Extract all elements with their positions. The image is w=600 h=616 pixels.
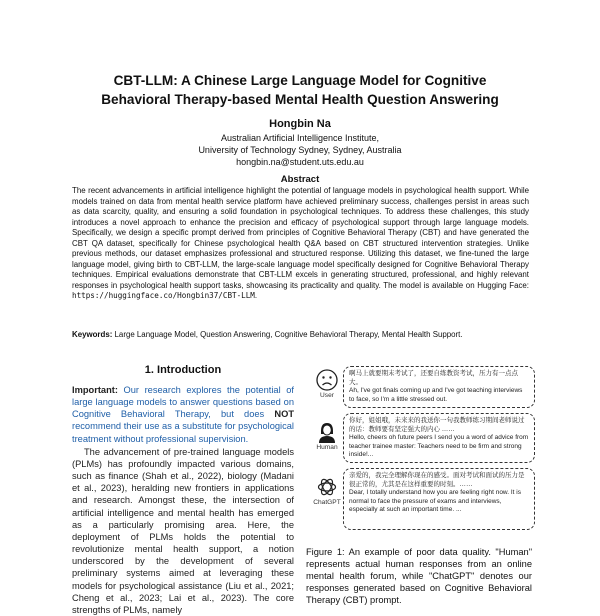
important-label: Important: [72,385,118,395]
abstract-heading: Abstract [280,174,320,185]
chatgpt-text-en: Dear, I totally understand how you are feeling right now. It is normal to face the pressure of exams and interviews, especially at such an important time. ... [349,489,521,514]
keywords-label: Keywords: [72,330,113,339]
human-text-zh: 你好，姐姐哦，未来来的我送你一句我教师练习期间老师说过的话：教师要有坚定强大的内心 …… [349,417,525,433]
affiliation-line-2: University of Technology Sydney, Sydney, Australia [198,145,402,156]
model-url-link[interactable]: https://huggingface.co/Hongbin37/CBT-LLM [72,291,255,301]
human-label: Human [316,444,338,451]
introduction-body [72,384,294,616]
paper-title [40,71,560,109]
abstract-text: The recent advancements in artificial intelligence highlight the potential of language models in psychological health support. While models trained on data from mental health service platform have achieved preliminary success, challenges persist in areas such as data scarcity, quality, and ensuring a solid foundation in psychological techniques. To address these challenges, this study introduces a novel approach to enhance the precision and efficacy of psychological support through large language models. Specifically, we design a specific prompt derived from principles of Cognitive Behavioral Therapy (CBT) and have generated the CBT QA dataset, specifically for Chinese psychological health Q&A based on CBT structured intervention strategies. Unlike previous methods, our dataset emphasizes professional and structured response. Utilizing this dataset, we fine-tuned the large language model, giving birth to CBT-LLM, the large-scale language model specifically designed for Cognitive Behavioral Therapy techniques. Empirical evaluations demonstrate that CBT-LLM excels in generating structured, professional, and highly relevant responses in psychological health support tasks, showcasing its practicality and quality. The model is available on Hugging Face: [72,186,529,290]
human-icon-group [312,421,342,451]
abstract-end: . [254,291,258,301]
user-icon-group [312,369,342,399]
chatgpt-logo-icon [316,476,338,498]
chatgpt-label: ChatGPT [313,499,341,506]
human-bubble [343,413,535,463]
important-note [72,384,294,445]
sad-face-icon [316,369,338,391]
user-text-zh: 啊马上就要期末考试了，还要自练教资考试，压力有一点点大。 [349,370,518,386]
important-not: NOT [274,409,294,420]
title-line-2: Behavioral Therapy-based Mental Health Question Answering [101,92,499,107]
keywords-text: Large Language Model, Question Answering, Cognitive Behavioral Therapy, Mental Health Support. [114,330,463,339]
abstract-body [72,186,529,302]
figure-1 [306,366,532,566]
title-line-1: CBT-LLM: A Chinese Large Language Model for Cognitive [113,73,487,88]
figure-caption: Figure 1: An example of poor data quality. "Human" represents actual human responses from an online mental health forum, while "ChatGPT" denotes our responses generated based on Cognitive Behavioral Therapy (CBT) prompt. [306,547,532,606]
chatgpt-icon-group [312,476,342,506]
chatgpt-bubble [343,468,535,530]
section-heading-introduction: 1. Introduction [144,364,222,376]
user-bubble [343,366,535,408]
affiliation-line-1: Australian Artificial Intelligence Institute, [220,133,380,143]
introduction-paragraph: The advancement of pre-trained language models (PLMs) has profoundly impacted various domains, such as finance (Shah et al., 2022), biology (Madani et al., 2023), heralding new frontiers in applications and research. Amongst these, the intersection of artificial intelligence and mental health has emerged as a particularly promising area. Here, the deployment of PLMs holds the potential to revolutionize mental health support, a notion underscored by the development of several preliminary systems aimed at leveraging these models for psychological assistance (Liu et al., 2021; Cheng et al., 2023; Lai et al., 2023). The core strengths of PLMs, namely [72,446,294,615]
important-text-b: recommend their use as a substitute for psychological treatment without professional supervision. [72,421,294,444]
keywords [72,330,529,341]
affiliation [0,132,600,169]
person-icon [317,421,337,443]
human-text-en: Hello, cheers oh future peers I send you a word of advice from teacher trainee master: Teachers need to be firm and strong inside!... [349,434,529,459]
author-email[interactable]: hongbin.na@student.uts.edu.au [236,157,364,168]
user-text-en: Ah, I've got finals coming up and I've got teaching interviews to face, so I'm a little stressed out. [349,387,523,403]
chatgpt-text-zh: 亲爱的，我完全理解你现在的感受。面对考试和面试的压力是很正常的，尤其是在这样重要的时刻。…… [349,472,525,488]
user-label: User [320,392,334,399]
author-name: Hongbin Na [269,118,331,130]
important-text-a: Our research explores the potential of large language models to answer questions based on Cognitive Behavioral Therapy, but does [72,385,294,420]
